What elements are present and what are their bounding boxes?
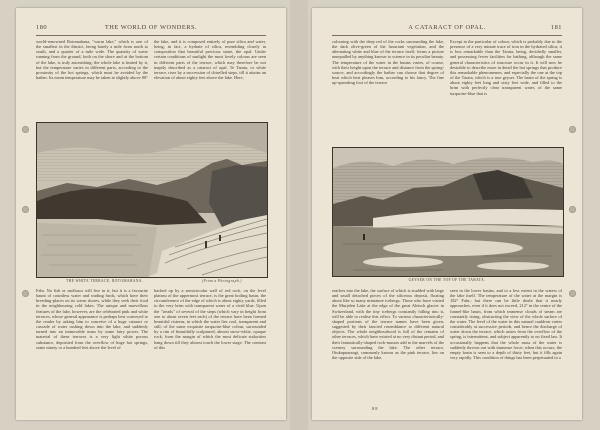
text-column-bottom-right xyxy=(154,288,266,412)
plate-caption: THE WHITE TERRACE, ROTOMAHANA. xyxy=(66,279,144,283)
paragraph: world-renowned Rotomahana, "warm lake," which is one of the smallest in the district, being barely a mile from north to south, and a quarter of a mile wide. The quantity of water running from the ground, both on the shore and at the bottom of the lake, is truly astonishing; the whole lake is heated by it, but the temperature varies in different parts, according to the proximity of the hot springs, which must be avoided by the bather. Its mean temperature may be taken at slightly above 80° xyxy=(36,39,148,81)
plate-caption: GEYSER ON THE TOP OF THE TARATA. xyxy=(408,278,486,282)
signature-mark: 8 8 xyxy=(372,406,378,411)
right-page xyxy=(312,8,582,420)
paragraph: Except in the particular of colour, which is probably due to the presence of a very minute trace of iron in the hydrated silica, it is less remarkable than the Tarata, being, decidedly smaller, and possessing fewer facilities for bathing, although the same general characteristics of structure occur in it. It will now be desirable to describe more in detail the hot springs that produce this remarkable phenomenon, and especially the one at the top of the Tarata, which is a true geyser. The basin of the spring is about eighty feet long and sixty feet wide, and filled to the brim with perfectly clear transparent water, of the same turquoise-blue that is xyxy=(450,39,562,96)
binding-hole xyxy=(22,126,29,133)
engraving-white-terrace xyxy=(36,122,268,278)
header-rule xyxy=(332,35,562,36)
text-column-top-right xyxy=(154,39,266,119)
text-column-bottom-left xyxy=(332,288,444,406)
running-title: A CATARACT OF OPAL. xyxy=(408,24,486,31)
binding-hole xyxy=(22,290,29,297)
paragraph: Fahr. No fish or molluscs will live in it, but it is a favourite haunt of countless water and wading birds, which have their breeding-places on its warm shores, while they seek their food in the neighbouring cold lakes. The unique and marvellous features of the lake, however, are the celebrated pink and white terraces, whose general appearance is perhaps best conveyed to the reader by asking him to conceive of a huge cataract or cascade of water rushing down into the lake, and suddenly turned into an immovable mass by some fairy power. The material of these terraces is a very light white porous substance, deposited from the overflow of huge hot springs, some ninety or a hundred feet above the level of xyxy=(36,288,148,350)
text-column-top-left xyxy=(36,39,148,119)
left-page xyxy=(16,8,286,420)
paragraph: the lake, and it is composed entirely of pure silica and water, being, in fact, a hydrate of silica, resembling closely in composition that beautiful precious stone, the opal. Under certain conditions of sunlight the most lovely colours are seen in different parts of the terrace, which may therefore be not inaptly described as a cataract of opal. Te Tarata, or white terrace, rises by a succession of chiselled steps, till it attains an elevation of about eighty feet above the lake. Here, xyxy=(154,39,266,81)
binding-hole xyxy=(22,206,29,213)
text-column-top-right xyxy=(450,39,562,143)
plate-credit: (From a Photograph.) xyxy=(202,279,242,283)
page-number: 180 xyxy=(36,24,48,31)
header-rule xyxy=(36,35,266,36)
paragraph: colouring with the deep red of the rocks surrounding the lake, the dark olive-green of the luxuriant vegetation, and the alternating white and blue of the terrace itself, forms a picture unequalled by anything known to science in its peculiar beauty. The temperature of the water in the basins varies, of course, with their height upon the terrace and distance from the spring-source, and accordingly the bather can choose that degree of heat which best pleases him, according to his fancy. The fine up-spreading foot of the terrace xyxy=(332,39,444,86)
running-title: THE WORLD OF WONDERS. xyxy=(104,24,198,31)
text-column-bottom-left xyxy=(36,288,148,412)
text-column-top-left xyxy=(332,39,444,143)
binding-hole xyxy=(569,126,576,133)
binding-hole xyxy=(569,206,576,213)
paragraph: seen in the lower basins, and to a less extent in the waters of the lake itself. The temperature of the water at the margin is 182° Fahr.; but there can be little doubt that it nearly approaches, even if it does not exceed, 212° in the centre of the funnel-like basin, from which immense clouds of steam are constantly rising, obstructing the view of the whole surface of the water. The level of the water in this natural cauldron varies considerably at successive periods, and hence the discharge of water down the terrace, which arises from the overflow of the spring, is intermittent, and subject apparently to no fixed law. It occasionally happens that the whole mass of the water is suddenly thrown out with immense force; when this occurs, the empty basin is seen to a depth of thirty feet, but it fills again very rapidly. This condition of things has been perpetuated in a xyxy=(450,288,562,361)
page-number: 181 xyxy=(550,24,562,31)
engraving-geyser-tarata xyxy=(332,147,564,277)
paragraph: backed up by a semicircular wall of red rock, on the level plateau of the uppermost terrace, is the great boiling basin, the circumference of the edge of which is about eighty yards, filled to the very brim with transparent water of a vivid blue. Upon the "treads" of several of the steps (which vary in height from one to about seven feet each) of the terrace have been formed beautiful cisterns, in which the water lies cool, transparent and still; of the same exquisite turquoise-blue colour, surrounded by a rim of beautifully sculptured, almost snow-white, opaque rock, from the margin of which the most delicate stalactites hang down till they almost touch the lower stage. The contrast of this xyxy=(154,288,266,350)
binding-hole xyxy=(569,290,576,297)
text-column-bottom-right xyxy=(450,288,562,412)
paragraph: reaches into the lake, the surface of which is studded with large and small detached pieces of the siliceous deposit, floating about like so many miniature icebergs. Those who have visited the Murjelen Lake at the edge of the great Aletsch glacier in Switzerland, with the tiny icebergs constantly falling into it, will be able to realise this effect. To various characteristically-shaped portions of the terrace names have been given, suggested by their fancied resemblance to different natural objects. The whole neighbourhood is full of the remains of other terraces, which have existed at no very distant period, and their fantastically-shaped rock-masses add to the marvels of the scenery surrounding the lake. The other terrace, Otukapuarangi, commonly known as the pink terrace, lies on the opposite side of the lake, xyxy=(332,288,444,361)
book-gutter xyxy=(290,0,308,430)
